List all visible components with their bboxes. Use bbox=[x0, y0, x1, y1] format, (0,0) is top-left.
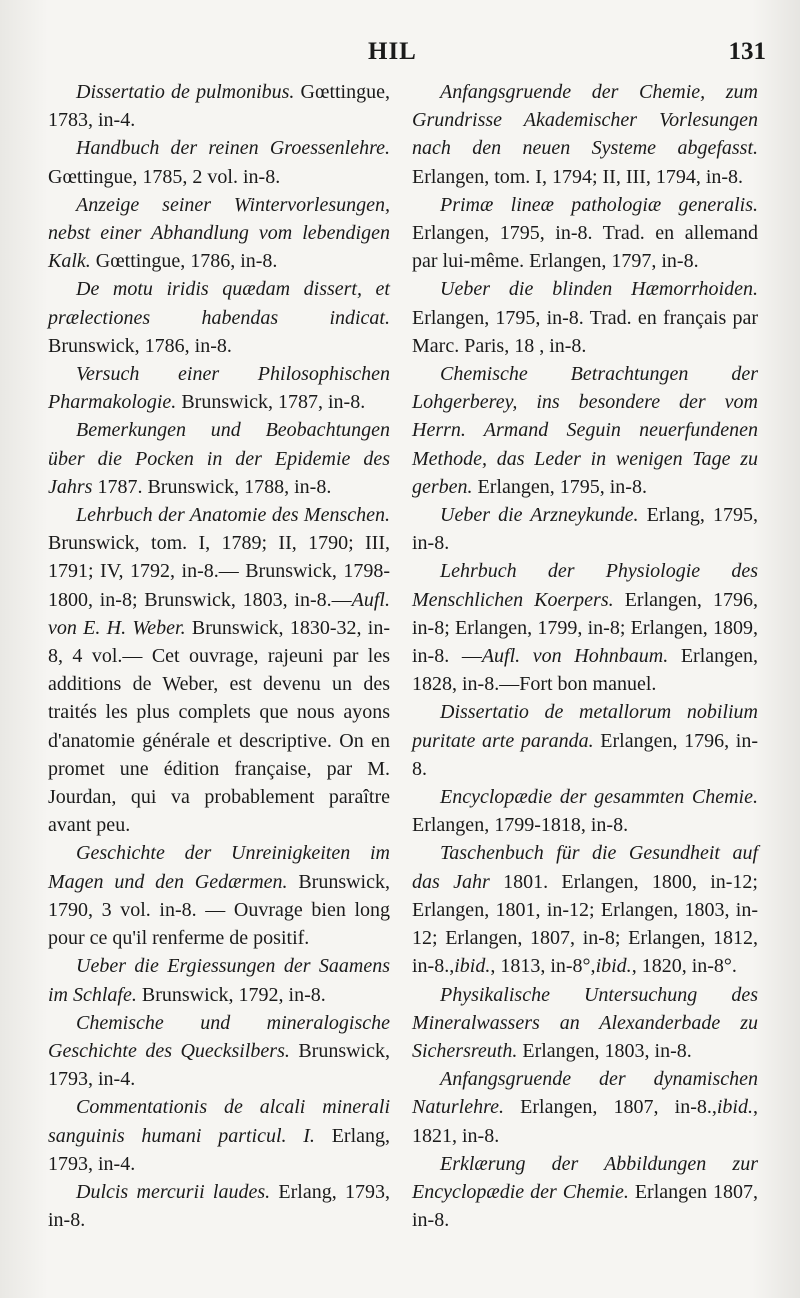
bibliography-entry bbox=[412, 557, 758, 698]
bibliography-entry bbox=[412, 191, 758, 276]
entry-title: Chemische und mineralogische Geschichte des Quecksilbers. bbox=[48, 1011, 390, 1062]
bibliography-entry bbox=[412, 783, 758, 839]
bibliography-entry bbox=[48, 78, 390, 134]
bibliography-entry bbox=[48, 191, 390, 276]
entry-title: Dissertatio de pulmonibus. bbox=[76, 81, 295, 103]
entry-details: Erlangen, 1803, in-8. bbox=[517, 1039, 692, 1062]
entry-details: 1787. Brunswick, 1788, in-8. bbox=[92, 475, 332, 498]
entry-title: Taschenbuch für die Gesundheit auf das Jahr bbox=[412, 842, 758, 893]
entry-title: Ueber die Ergiessungen der Saamens im Schlafe. bbox=[48, 955, 390, 1006]
bibliography-entry bbox=[48, 360, 390, 416]
entry-details: Brunswick, 1792, in-8. bbox=[136, 983, 326, 1006]
entry-title: Primæ lineæ pathologiæ generalis. bbox=[440, 193, 758, 216]
entry-title: Physikalische Untersuchung des Mineralwassers an Alexanderbade zu Sichersreuth. bbox=[412, 983, 758, 1062]
entry-details: Erlangen, 1796, in-8. bbox=[412, 729, 758, 780]
entry-details: Brunswick, 1787, in-8. bbox=[176, 391, 366, 414]
bibliography-entry bbox=[48, 275, 390, 360]
bibliography-entry bbox=[48, 416, 390, 501]
entry-title: ibid. bbox=[716, 1096, 753, 1119]
entry-title: Aufl. von E. H. Weber. bbox=[48, 588, 390, 639]
entry-details: Erlang, 1793, in-8. bbox=[48, 1180, 390, 1232]
bibliography-entry bbox=[412, 698, 758, 783]
entry-details: , 1813, in-8°, bbox=[490, 955, 596, 978]
entry-title: Anfangsgruende der Chemie, zum Grundrisse Akademischer Vorlesungen nach den neuen Systeme abgefasst. bbox=[412, 81, 758, 160]
bibliography-entry bbox=[412, 839, 758, 980]
entry-title: Encyclopædie der gesammten Chemie. bbox=[440, 786, 758, 809]
entry-title: Anzeige seiner Wintervorlesungen, nebst einer Abhandlung vom lebendigen Kalk. bbox=[48, 193, 390, 273]
bibliography-entry bbox=[48, 1093, 390, 1178]
entry-details: Gœttingue, 1785, 2 vol. in-8. bbox=[48, 165, 281, 188]
entry-details: Erlangen, 1807, in-8., bbox=[504, 1096, 717, 1119]
entry-details: Brunswick, 1830-32, in-8, 4 vol.— Cet ouvrage, rajeuni par les additions de Weber, est devenu un des traités les plus complets que nous ayons d'anatomie générale et descriptive. On en promet une édition française, par M. Jourdan, qui va probablement paraître avant peu. bbox=[48, 616, 390, 837]
bibliography-entry bbox=[412, 1065, 758, 1150]
bibliography-entry bbox=[48, 1009, 390, 1094]
entry-details: Gœttingue, 1786, in-8. bbox=[90, 250, 278, 273]
entry-details: Erlang, 1795, in-8. bbox=[412, 504, 758, 555]
running-head-title: HIL bbox=[368, 38, 417, 65]
bibliography-entry bbox=[48, 839, 390, 952]
entry-details: Erlangen, 1828, in-8.—Fort bon manuel. bbox=[412, 645, 758, 696]
entry-details: Brunswick, tom. I, 1789; II, 1790; III, 1791; IV, 1792, in-8.— Brunswick, 1798-1800, in-8; Brunswick, 1803, in-8.— bbox=[48, 532, 390, 611]
entry-title: Aufl. von Hohnbaum. bbox=[481, 645, 669, 668]
entry-details: Erlangen, tom. I, 1794; II, III, 1794, in-8. bbox=[412, 165, 744, 188]
bibliography-entry bbox=[412, 275, 758, 360]
bibliography-entry bbox=[412, 501, 758, 557]
bibliography-entry bbox=[48, 501, 390, 839]
bibliography-entry bbox=[48, 134, 390, 190]
bibliography-entry bbox=[412, 78, 758, 191]
running-head bbox=[0, 38, 800, 78]
entry-title: Dissertatio de metallorum nobilium puritate arte paranda. bbox=[412, 701, 758, 752]
entry-details: Brunswick, 1793, in-4. bbox=[48, 1039, 390, 1091]
bibliography-entry bbox=[412, 981, 758, 1066]
entry-details: Erlangen, 1795, in-8. Trad. en allemand par lui-même. Erlangen, 1797, in-8. bbox=[412, 222, 758, 273]
entry-title: Commentationis de alcali minerali sanguinis humani particul. I. bbox=[48, 1096, 390, 1147]
entry-details: 1801. Erlangen, 1800, in-12; Erlangen, 1801, in-12; Erlangen, 1803, in-12; Erlangen, 1807, in-8; Erlangen, 1812, in-8., bbox=[412, 870, 758, 978]
left-column bbox=[48, 78, 390, 1234]
entry-title: Lehrbuch der Anatomie des Menschen. bbox=[76, 504, 390, 527]
entry-details: Brunswick, 1786, in-8. bbox=[48, 334, 232, 357]
entry-title: ibid. bbox=[595, 955, 632, 978]
entry-title: Versuch einer Philosophischen Pharmakologie. bbox=[48, 363, 390, 414]
right-column bbox=[412, 78, 758, 1234]
entry-title: Geschichte der Unreinigkeiten im Magen und den Gedærmen. bbox=[48, 842, 390, 893]
bibliography-entry bbox=[48, 952, 390, 1008]
entry-details: Erlangen, 1795, in-8. bbox=[472, 475, 647, 498]
entry-details: Erlangen, 1795, in-8. Trad. en français par Marc. Paris, 18 , in-8. bbox=[412, 306, 758, 357]
entry-details: Erlang, 1793, in-4. bbox=[48, 1124, 391, 1175]
entry-title: Dulcis mercurii laudes. bbox=[76, 1180, 271, 1203]
entry-title: Bemerkungen und Beobachtungen über die Pocken in der Epidemie des Jahrs bbox=[48, 419, 390, 498]
entry-details: , 1821, in-8. bbox=[412, 1096, 758, 1147]
entry-title: Erklærung der Abbildungen zur Encyclopædie der Chemie. bbox=[412, 1152, 758, 1203]
page-number: 131 bbox=[728, 38, 766, 65]
bibliography-entry bbox=[48, 1178, 390, 1234]
entry-title: Handbuch der reinen Groessenlehre. bbox=[76, 137, 390, 160]
entry-title: ibid. bbox=[454, 955, 491, 978]
entry-details: Erlangen, 1799-1818, in-8. bbox=[412, 814, 629, 837]
bibliography-entry bbox=[412, 1150, 758, 1235]
entry-details: Erlangen, 1796, in-8; Erlangen, 1799, in-8; Erlangen, 1809, in-8. — bbox=[412, 588, 758, 668]
entry-title: De motu iridis quædam dissert, et prælectiones habendas indicat. bbox=[48, 278, 390, 329]
entry-title: Anfangsgruende der dynamischen Naturlehre. bbox=[412, 1068, 758, 1119]
entry-details: , 1820, in-8°. bbox=[631, 955, 737, 978]
entry-details: Gœttingue, 1783, in-4. bbox=[48, 81, 390, 132]
entry-title: Lehrbuch der Physiologie des Menschlichen Koerpers. bbox=[412, 560, 758, 611]
entry-details: Brunswick, 1790, 3 vol. in-8. — Ouvrage bien long pour ce qu'il renferme de positif. bbox=[48, 870, 390, 950]
bibliography-entry bbox=[412, 360, 758, 501]
entry-details: Erlangen 1807, in-8. bbox=[412, 1180, 758, 1232]
entry-title: Ueber die blinden Hæmorrhoiden. bbox=[440, 278, 758, 301]
entry-title: Ueber die Arzneykunde. bbox=[440, 504, 639, 527]
entry-title: Chemische Betrachtungen der Lohgerberey, ins besondere der vom Herrn. Armand Seguin neuerfundenen Methode, das Leder in wenigen Tage zu gerben. bbox=[412, 363, 758, 498]
